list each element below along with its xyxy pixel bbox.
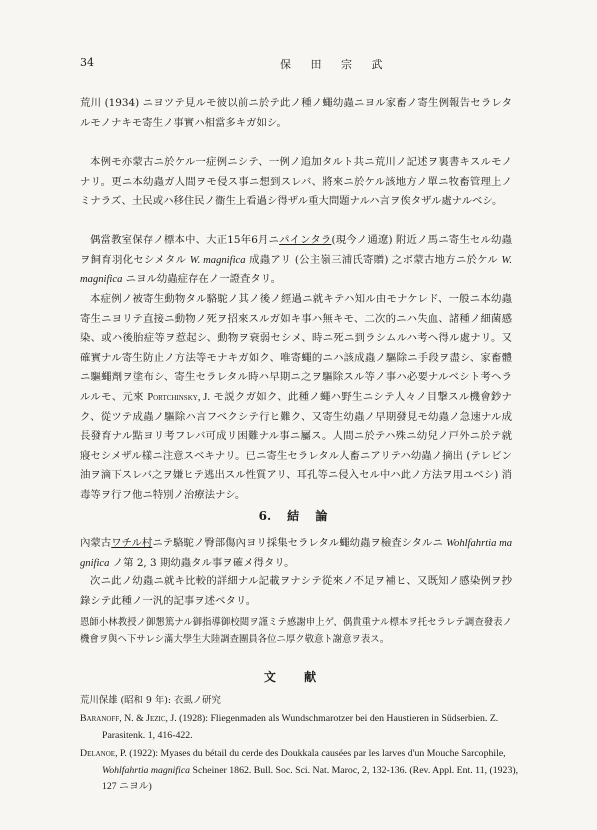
reference-journal: Z. Parasitenk. 1, 416-422. bbox=[102, 713, 499, 741]
section-heading-conclusion bbox=[80, 507, 512, 524]
section-number: 6. bbox=[258, 509, 272, 523]
species-name: W. magnifica bbox=[80, 254, 512, 286]
page-number: 34 bbox=[80, 56, 94, 69]
reference-item: 荒川保雄 (昭和 9 年): 衣虱ノ研究 bbox=[80, 695, 221, 706]
paragraph-mongolia-case: 本例モ亦蒙古ニ於ケル一症例ニシテ、一例ノ追加タルト共ニ荒川ノ記述ヲ裏書キスルモノナリ。更ニ本幼蟲ガ人間ヲモ侵ス事ニ想到スレバ、將來ニ於ケル該地方ノ單ニ牧畜管理上ノミナラズ、土民或ハ移住民ノ衞生上看過シ得ザル重大問題ナルハ言ヲ俟タザル處ナルベシ。 bbox=[80, 156, 512, 208]
acknowledgement: 恩師小林教授ノ御懇篤ナル御指導御校閲ヲ謹ミテ感謝申上ゲ、偶貴重ナル標本ヲ托セラレテ調查發表ノ機會ヲ與ヘ下サレシ滿大學生大陸調查團員各位ニ厚ク敬意ト謝意ヲ表ス。 bbox=[80, 617, 512, 645]
running-head-author: 保 田 宗 武 bbox=[280, 58, 391, 71]
paragraph-conclusion-2: 次ニ此ノ幼蟲ニ就キ比較的詳細ナル記載ヲナシテ從來ノ不足ヲ補ヒ、又既知ノ感染例ヲ抄錄シテ此種ノ一汎的記事ヲ述ベタリ。 bbox=[80, 575, 512, 607]
page-header bbox=[80, 56, 520, 72]
reference-author: Baranoff, N. & Jezic, J. bbox=[80, 713, 177, 725]
section-title: 結 論 bbox=[287, 509, 334, 523]
species-name: W. magnifica bbox=[189, 254, 246, 266]
village-name-underlined: ワチル村 bbox=[111, 537, 153, 549]
paragraph-discussion: 本症例ノ被寄生動物タル駱駝ノ其ノ後ノ經過ニ就キテハ知ル由モナケレド、一般ニ本幼蟲寄生ニヨリテ直接ニ動物ノ死ヲ招來スルガ如キ事ハ無キモ、二次的ニハ失血、諸種ノ細菌感染、或ハ後胎症等ヲ惹起シ、動物ヲ衰弱セシメ、時ニ死ニ到ラシムルハ考ヘ得ル處ナリ。又確實ナル寄生防止ノ方法等モナキガ如ク、唯寄蠅的ニハ該成蟲ノ驅除ニ手段ヲ盡シ、家畜體ニ驅蠅劑ヲ塗布シ、寄生セラレタル時ハ早期ニ之ヲ驅除スル等ノ事ハ必要ナルベシト考ヘラルルモ、元來 Portchinsky, J. モ説クガ如ク、此種ノ蠅ハ野生ニシテ人々ノ目撃スル機會鈔ナク、從ツテ成蟲ノ驅除ハ言フベクシテ行ヒ難ク、又寄生幼蟲ノ早期發見モ幼蟲ノ急速ナル成長發育ナル點ヨリ考フレバ可成リ困難ナル事ニ屬ス。人間ニ於テハ殊ニ幼兒ノ戸外ニ於テ就寢セシメザル樣ニ注意スベキナリ。已ニ寄生セラレタル人畜ニアリテハ幼蟲ノ摘出 (テレビン油ヲ滴下スレバ之ヲ嫌ヒテ逃出スル性質アリ、耳孔等ニ侵入セル中ハ此ノ方法ヲ用ユベシ) 消毒等ヲ行フ他ニ特別ノ治療法ナシ。 bbox=[80, 293, 512, 501]
paragraph-conclusion-1: 內蒙古ワチル村ニテ駱駝ノ臀部傷內ヨリ採集セラレタル蠅幼蟲ヲ檢査シタルニ Wohlfahrtia magnifica ノ第 2, 3 期幼蟲タル事ヲ確メ得タリ。 bbox=[80, 537, 513, 569]
cited-author: Portchinsky, J. bbox=[147, 391, 210, 403]
references-heading: 文 献 bbox=[263, 670, 329, 684]
reference-title: Fliegenmaden als Wundschmarotzer bei den Haustieren in Südserbien. bbox=[210, 713, 488, 725]
species-name: Wohlfahrtia magnifica bbox=[102, 764, 191, 776]
reference-list bbox=[80, 693, 520, 797]
reference-item: Delanoe, P. (1922): Myases du bétail du cerde des Doukkala causées par les larves d'un Mouche Sarcophile, Wohlfahrtia magnifica Scheiner 1862. Bull. Soc. Sci. Nat. Maroc, 2, 132-136. (Rev. Appl. Ent. 11, (1923), 127 ニヨル) bbox=[80, 748, 519, 793]
reference-author: Delanoe, P. bbox=[80, 748, 127, 760]
reference-item: Baranoff, N. & Jezic, J. (1928): Fliegenmaden als Wundschmarotzer bei den Haustieren in Südserbien. Z. Parasitenk. 1, 416-422. bbox=[80, 713, 499, 741]
reference-journal: Bull. Soc. Sci. Nat. Maroc, 2, 132-136. (Rev. Appl. Ent. 11, (1923), 127 ニヨル) bbox=[102, 764, 519, 793]
paragraph-arakawa: 荒川 (1934) ニヨツテ見ルモ彼以前ニ於テ此ノ種ノ蠅幼蟲ニヨル家畜ノ寄生例報告セラレタルモノナキモ寄生ノ事實ハ相當多キガ如シ。 bbox=[80, 97, 512, 129]
paragraph-specimen: 偶當教室保存ノ標本中、大正15年6月ニパインタラ(現今ノ通遼) 附近ノ馬ニ寄生セル幼蟲ヲ飼育羽化セシメタル W. magnifica 成蟲アリ (公主嶺三浦氏寄贈) 之ボ蒙古地方ニ於ケル W. magnifica ニヨル幼蟲症存在ノ一證査タリ。 bbox=[80, 234, 512, 286]
species-name: Wohlfahrtia magnifica bbox=[80, 538, 513, 569]
place-name-underlined: パインタラ bbox=[279, 234, 332, 246]
